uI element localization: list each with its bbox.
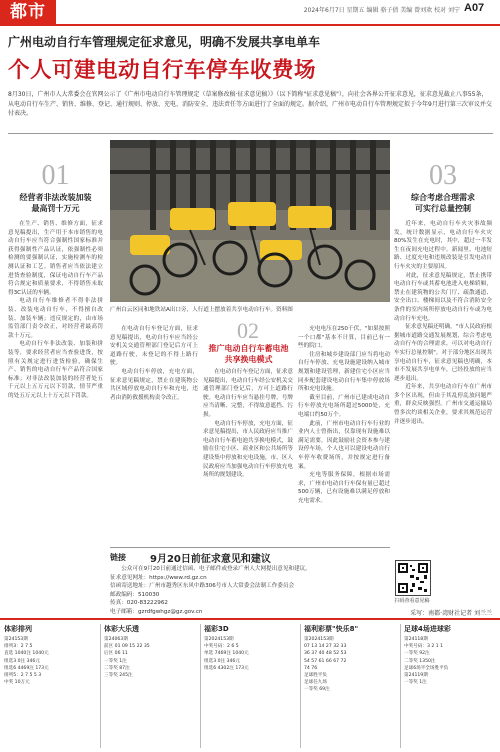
- section-body: [394, 220, 492, 600]
- lead-divider: [8, 133, 493, 134]
- paragraph: 电动自行车停放，充电方面，征求意见稿规定，禁止在建筑物公共区域停放电动自行车和充电，违者由消防救援机构责令改正。: [110, 368, 198, 401]
- middle-column-a: [110, 325, 198, 545]
- lottery-line: 第24063期: [104, 637, 128, 642]
- lottery-line: 单选 7469注 1040元: [204, 651, 249, 657]
- paragraph: 近年来，电动自行车火灾事故频发，统计数据显示，电动自行车火灾80%发生在充电时，其中，超过一半发生在夜间充电过程中。新闻里，电池短路、过度充电和违规改装是引发电动自行车火灾的主要原因。: [394, 221, 492, 270]
- lottery-line: 一等奖 69注: [304, 687, 330, 693]
- link-label: 链接: [110, 553, 126, 562]
- lottery-box: [104, 624, 201, 748]
- main-headline: 个人可建电动自行车停车收费场: [8, 58, 317, 83]
- lottery-line: 中奖 10万元: [4, 680, 30, 686]
- lottery-line: 一等奖 92注: [404, 651, 430, 657]
- lead-paragraph: 8月30日，广州市人大常委会在官网公示了《广州市电动自行车管理规定（草案修改稿·征求意见稿）》（以下简称"征求意见稿"），向社会各界公开征求意见，征求意见截止八事55条，从电动自行车生产、销售、维修、登记、通行规则、停放、充电、消防安全、违法责任等方面进行了全面的规定。据介绍，广州市电动自行车管理规定拟于今年9月进行第三次审议并交付表决。: [8, 91, 492, 117]
- photo-caption: 广州白云区同和地铁站A出口旁，人行道上摆放着共享电动自行车。资料图: [110, 307, 293, 313]
- lottery-title: 足球4场进球彩: [404, 625, 451, 633]
- link-line[interactable]: 电子邮箱：gzrdfgwhgz@gz.gov.cn: [110, 608, 203, 615]
- paragraph: 电动自行车维修者不得非法拼装、改装电动自行车，不得擅自改装、加装车辆；违反规定的，由市场监管部门责令改正，对经营者最高罚款十万元。: [8, 298, 103, 339]
- paragraph: 电动自行车停放，充电方面，征求意见稿提出，市人民政府应当推广电动自行车蓄电池共享换电模式，鼓励在住宅小区、商业区和公共场所等建设集中停放和充电设施，市、区人民政府应当加强电动自行车停放充电场所的规划建设。: [203, 420, 293, 479]
- lottery-line: 第2024153期: [204, 637, 234, 642]
- paragraph: 此前，广州市电动自行车行业的业内人士曾指出，仅靠现有设施难以满足需要，因此鼓励社会资本参与建设停车场，个人也可以建设电动自行车停车收费场所，并按规定进行备案。: [298, 420, 390, 470]
- lottery-box: [4, 624, 101, 748]
- paragraph: 征求意见稿还明确，"市人民政府根据城市道路交通发展规划，综合考虑电动自行车的合理需求，可以对电动自行车实行总量控制"。对于部分地区出现共享电动自行车，征求意见稿也明确，本市不发展共享电单车，已经投放的应当逐步退出。: [394, 324, 492, 382]
- link-body: [110, 565, 390, 615]
- section-02-body: [203, 368, 293, 546]
- lottery-line: 第24153期: [4, 637, 28, 642]
- qr-code-icon[interactable]: [395, 560, 431, 596]
- paragraph: 公众可在9月20日前通过信函、电子邮件或登录广州人大网提出意见和建议。: [121, 566, 311, 572]
- lottery-line: 07 13 14 27 32 33: [304, 644, 347, 650]
- lottery-line: 足球6场半全场胜平负: [404, 665, 449, 671]
- link-line: 传真：020-83222962: [110, 600, 168, 607]
- link-line[interactable]: 征求意见网址：https://www.rd.gz.cn: [110, 574, 207, 581]
- section-number: 01: [41, 160, 70, 191]
- lottery-line: 排列5：2 7 5 5 3: [4, 673, 42, 679]
- section-title: 经营者非法改装加装 最高罚十万元: [19, 193, 92, 213]
- paragraph: 住房和城乡建设部门应当将电动自行车停放、充电设施建设纳入城市规划和建设管理，新建住宅小区应当同步配套建设电动自行车集中停放场所和充电设施。: [298, 351, 390, 393]
- byline: 采写：南都·湾财社记者 刘兰兰: [410, 610, 492, 617]
- paragraph: 充电等服务保障，根据市场需求，广州市电动自行车保有量已超过500万辆，已有设施难以满足停放和充电需求。: [298, 472, 390, 504]
- lottery-line: 二等奖 87注: [104, 665, 130, 671]
- lottery-line: 一等奖 1注: [104, 658, 127, 664]
- lottery-line: 74 76: [304, 665, 318, 671]
- lottery-line: 中奖号码：3 2 1 1: [404, 644, 444, 650]
- lottery-line: 直选 1040注 1040元: [4, 651, 49, 657]
- paragraph: 在电动自行车登记方面，征求意见稿提出，电动自行车应当经公安机关交通管理部门登记后方可上道路行驶，未登记的不得上路行驶。: [110, 326, 198, 367]
- lottery-line: 组选6 4302注 173元: [204, 665, 249, 671]
- paragraph: 近年来，共享电动自行车在广州市多个区出现，但由于其乱停乱放问题严重，群众反映强烈。广州市交通运输局曾多次约谈相关企业，要求其规范运营并逐步退出。: [394, 384, 492, 425]
- paragraph: 对此，征求意见稿规定，禁止携带电动自行车或其蓄电池进入电梯轿厢，禁止在建筑物的公共门厅、疏散通道、安全出口、楼梯间以及不符合消防安全条件的室内场所停放电动自行车或为电动自行车充电。: [394, 272, 492, 322]
- paragraph: 在电动自行车登记方面，征求意见稿提出，电动自行车经公安机关交通管理部门登记后，方可上道路行驶。电动自行车应当悬挂号牌，号牌应当清晰、完整，不得故意遮挡、污损。: [203, 369, 293, 418]
- qr-caption: 扫码查看意见稿: [394, 598, 430, 604]
- lottery-line: 第24118期: [404, 637, 428, 642]
- lottery-title: 福彩3D: [204, 625, 229, 633]
- lottery-line: 足球任九场: [304, 680, 327, 686]
- lottery-box: [404, 624, 496, 748]
- lottery-title: 体彩大乐透: [104, 625, 139, 633]
- link-divider: [110, 547, 390, 548]
- kicker-headline: 广州电动自行车管理规定征求意见，明确不发展共享电单车: [8, 35, 321, 49]
- lottery-line: 第24119期: [404, 673, 428, 679]
- lottery-line: 中奖号码：2 6 5: [204, 644, 239, 650]
- link-title: 9月20日前征求意见和建议: [150, 554, 271, 565]
- lottery-box: [304, 624, 401, 748]
- paragraph: 在生产、销售、维修方面，征求意见稿提出，生产用于本市销售的电动自行车应当符合强制性国家标准并获得强制性产品认证，依强制性必须检测的要强制认证，实施检测车的检测认证和工艺。销售者应当依法建立进货查验制度，保证电动自行车产品符合规定和质量要求，不得销售未取得3C认证的车辆。: [8, 221, 103, 296]
- section-number: 02: [237, 318, 259, 343]
- section-01: [8, 160, 103, 650]
- lottery-line: 三等奖 245注: [104, 673, 133, 679]
- section-number: 03: [429, 160, 457, 191]
- section-03: [394, 160, 492, 600]
- section-title: 综合考虑合理需求 可实行总量控制: [411, 193, 475, 213]
- lottery-line: 前区 01 09 15 22 35: [104, 644, 150, 650]
- lottery-box: [204, 624, 301, 748]
- lottery-title: 福利彩票"快乐8": [304, 625, 359, 633]
- masthead-rule: [0, 24, 500, 26]
- lottery-line: 36 37 40 48 52 53: [304, 651, 347, 657]
- lottery-line: 组选6 4469注 173元: [4, 665, 49, 671]
- section-title: 推广电动自行车蓄电池 共享换电模式: [208, 344, 289, 364]
- section-tag: 都市: [0, 0, 56, 24]
- paragraph: 电动自行车非法改装、加装和拼装等，要求经营者应当查验进货，按照有关规定进行进货检验，确保生产、销售的电动自行车产品符合国家标准；对非法改装加装的经营者处五千元以上五万元以下罚款，情节严重的处五万元以上十万元以下罚款。: [8, 341, 103, 399]
- lottery-line: 第2024153期: [304, 637, 334, 642]
- lottery-line: 足球胜平负: [304, 673, 327, 679]
- section-body: [8, 220, 103, 650]
- lottery-line: 组选3 0注 346元: [204, 658, 240, 664]
- link-line: 邮政编码：510030: [110, 591, 160, 598]
- issue-meta: 2024年6月7日 星期五 编辑 骆子倩 美编 曾刘欢 校对 刘宁: [303, 7, 460, 14]
- lottery-title: 体彩排列: [4, 625, 32, 633]
- middle-column-c: [298, 325, 390, 545]
- lottery-line: 排列3：2 7 5: [4, 644, 33, 650]
- lottery-line: 组选3 0注 346元: [4, 658, 40, 664]
- news-photo: [110, 140, 390, 302]
- parked-bikes-image: [110, 140, 390, 302]
- lottery-line: 二等奖 1350注: [404, 658, 436, 664]
- lottery-line: 一等奖 1注: [404, 680, 427, 686]
- lottery-line: 后区 06 11: [104, 651, 128, 657]
- lottery-line: 54 57 61 66 67 72: [304, 658, 347, 664]
- link-line: 信函寄送地址：广州市越秀区东风中路306号市人大常委会法制工作委员会: [110, 583, 295, 590]
- lottery-results: [0, 618, 500, 752]
- paragraph: 充电电压在250千伏，"如果按照一个口都"基本不计算，目前已有一些的院口。: [298, 326, 390, 350]
- paragraph: 截至目前，广州市已建成电动自行车停放充电场所超过5000处，充电端口约50万个。: [298, 394, 390, 418]
- page-number: A07: [464, 2, 485, 14]
